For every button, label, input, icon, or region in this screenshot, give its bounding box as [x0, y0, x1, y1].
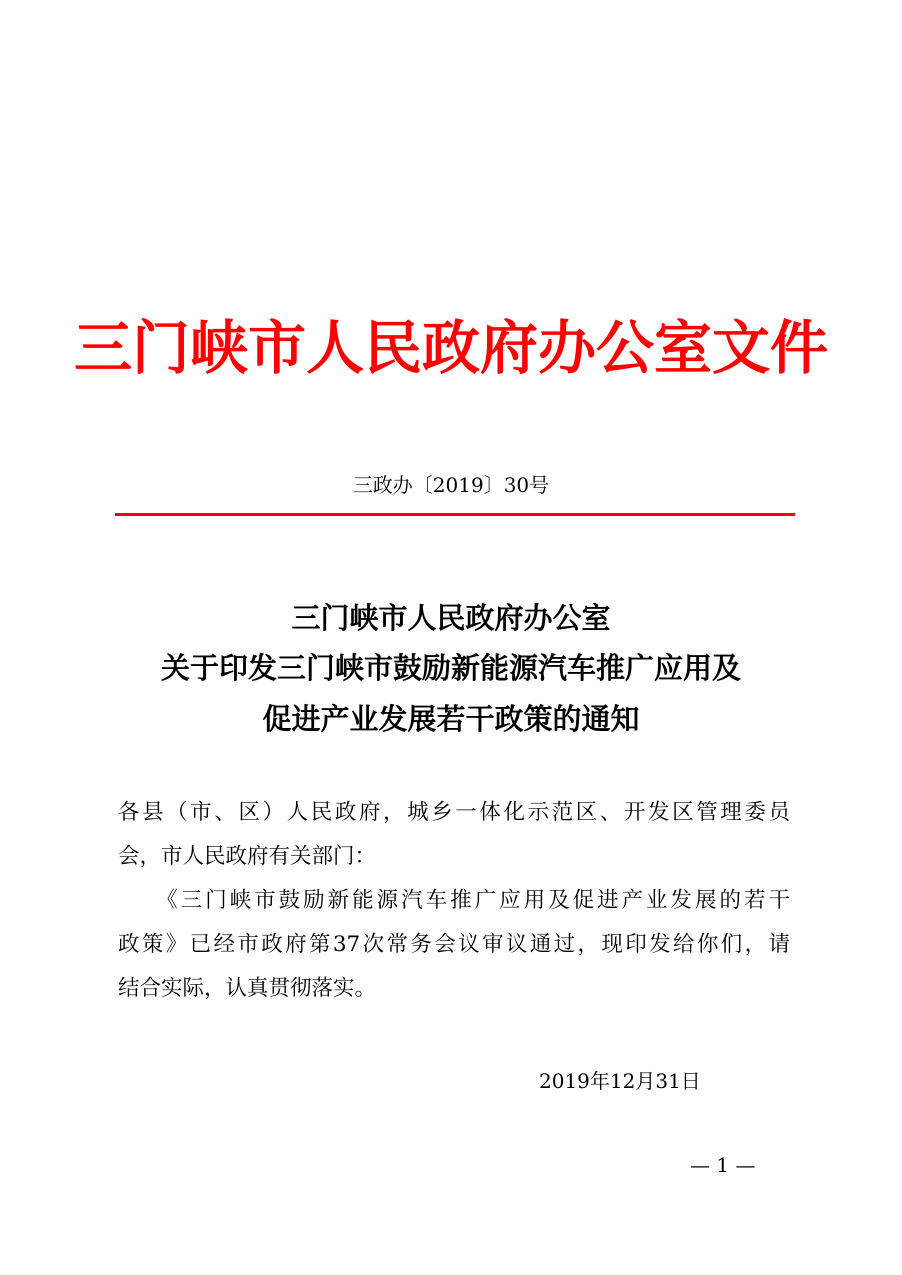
page-number: — 1 — [690, 1153, 756, 1177]
red-separator-rule [115, 513, 795, 516]
document-title-line-2: 关于印发三门峡市鼓励新能源汽车推广应用及 [160, 651, 741, 685]
paragraph-line-3: 结合实际，认真贯彻落实。 [118, 976, 377, 1001]
issue-date: 2019年12月31日 [539, 1069, 701, 1093]
salutation-line-2: 会，市人民政府有关部门： [118, 844, 377, 869]
paragraph-line-2: 政策》已经市政府第37次常务会议审议通过，现印发给你们，请 [118, 932, 790, 957]
salutation-line-1: 各县（市、区）人民政府，城乡一体化示范区、开发区管理委员 [118, 800, 790, 825]
document-title-line-3: 促进产业发展若干政策的通知 [262, 702, 640, 736]
paragraph-line-1: 《三门峡市鼓励新能源汽车推广应用及促进产业发展的若干 [118, 888, 790, 913]
document-title-line-1: 三门峡市人民政府办公室 [291, 601, 611, 635]
document-number: 三政办〔2019〕30号 [352, 473, 550, 497]
document-header-title: 三门峡市人民政府办公室文件 [73, 314, 828, 382]
